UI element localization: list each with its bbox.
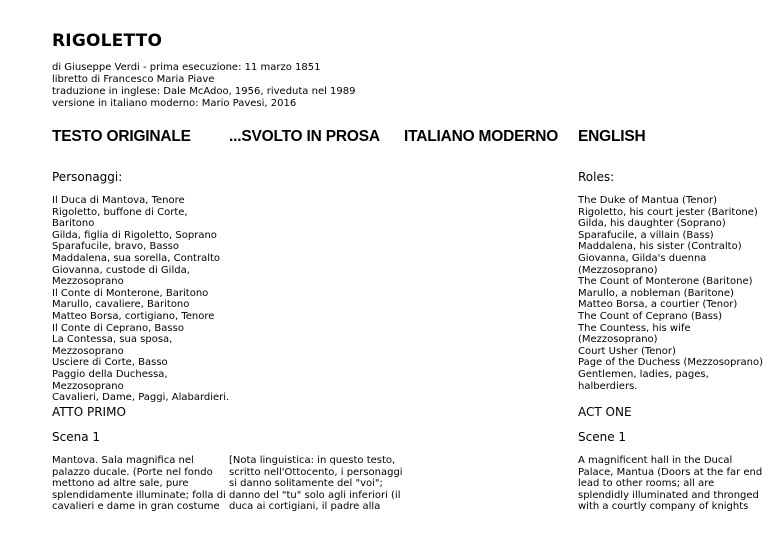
- act-heading-italian: ATTO PRIMO: [52, 405, 126, 419]
- credits-line-modern-version: versione in italiano moderno: Mario Pavesi, 2016: [52, 98, 297, 109]
- column-heading-prose: ...SVOLTO IN PROSA: [229, 128, 380, 145]
- scene-text-english: A magnificent hall in the Ducal Palace, Mantua (Doors at the far end lead to other rooms; all are splendidly illuminated and thronged with a courtly company of knights: [578, 455, 763, 513]
- credits-block: [52, 62, 356, 110]
- roles-list-italian: Il Duca di Mantova, Tenore Rigoletto, buffone di Corte, Baritono Gilda, figlia di Rigoletto, Soprano Sparafucile, bravo, Basso Maddalena, sua sorella, Contralto Giovanna, custode di Gilda, Mezzosoprano Il Conte di Monterone, Baritono Marullo, cavaliere, Baritono Matteo Borsa, cortigiano, Tenore Il Conte di Ceprano, Basso La Contessa, sua sposa, Mezzosoprano Usciere di Corte, Basso Paggio della Duchessa, Mezzosoprano Cavalieri, Dame, Paggi, Alabardieri.: [52, 195, 230, 404]
- scene-text-prose: [Nota linguistica: in questo testo, scritto nell'Ottocento, i personaggi si danno solitamente del "voi"; danno del "tu" solo agli inferiori (il duca ai cortigiani, il padre alla: [229, 455, 403, 513]
- roles-heading-italian: Personaggi:: [52, 170, 123, 184]
- document-title: RIGOLETTO: [52, 31, 163, 51]
- credits-line-composer: di Giuseppe Verdi - prima esecuzione: 11 marzo 1851: [52, 62, 321, 73]
- credits-line-translation: traduzione in inglese: Dale McAdoo, 1956, riveduta nel 1989: [52, 86, 356, 97]
- scene-heading-english: Scene 1: [578, 430, 627, 444]
- scene-heading-italian: Scena 1: [52, 430, 101, 444]
- column-heading-modern: ITALIANO MODERNO: [404, 128, 559, 145]
- act-heading-english: ACT ONE: [578, 405, 632, 419]
- column-heading-original: TESTO ORIGINALE: [52, 128, 191, 145]
- roles-heading-english: Roles:: [578, 170, 615, 184]
- credits-line-libretto: libretto di Francesco Maria Piave: [52, 74, 215, 85]
- roles-list-english: The Duke of Mantua (Tenor) Rigoletto, his court jester (Baritone) Gilda, his daughter (Soprano) Sparafucile, a villain (Bass) Maddalena, his sister (Contralto) Giovanna, Gilda's duenna (Mezzosoprano) The Count of Monterone (Baritone) Marullo, a nobleman (Baritone) Matteo Borsa, a courtier (Tenor) The Count of Ceprano (Bass) The Countess, his wife (Mezzosoprano) Court Usher (Tenor) Page of the Duchess (Mezzosoprano) Gentlemen, ladies, pages, halberdiers.: [578, 195, 763, 392]
- column-heading-english: ENGLISH: [578, 128, 646, 145]
- scene-text-original: Mantova. Sala magnifica nel palazzo ducale. (Porte nel fondo mettono ad altre sale, pure splendidamente illuminate; folla di cavalieri e dame in gran costume: [52, 455, 226, 513]
